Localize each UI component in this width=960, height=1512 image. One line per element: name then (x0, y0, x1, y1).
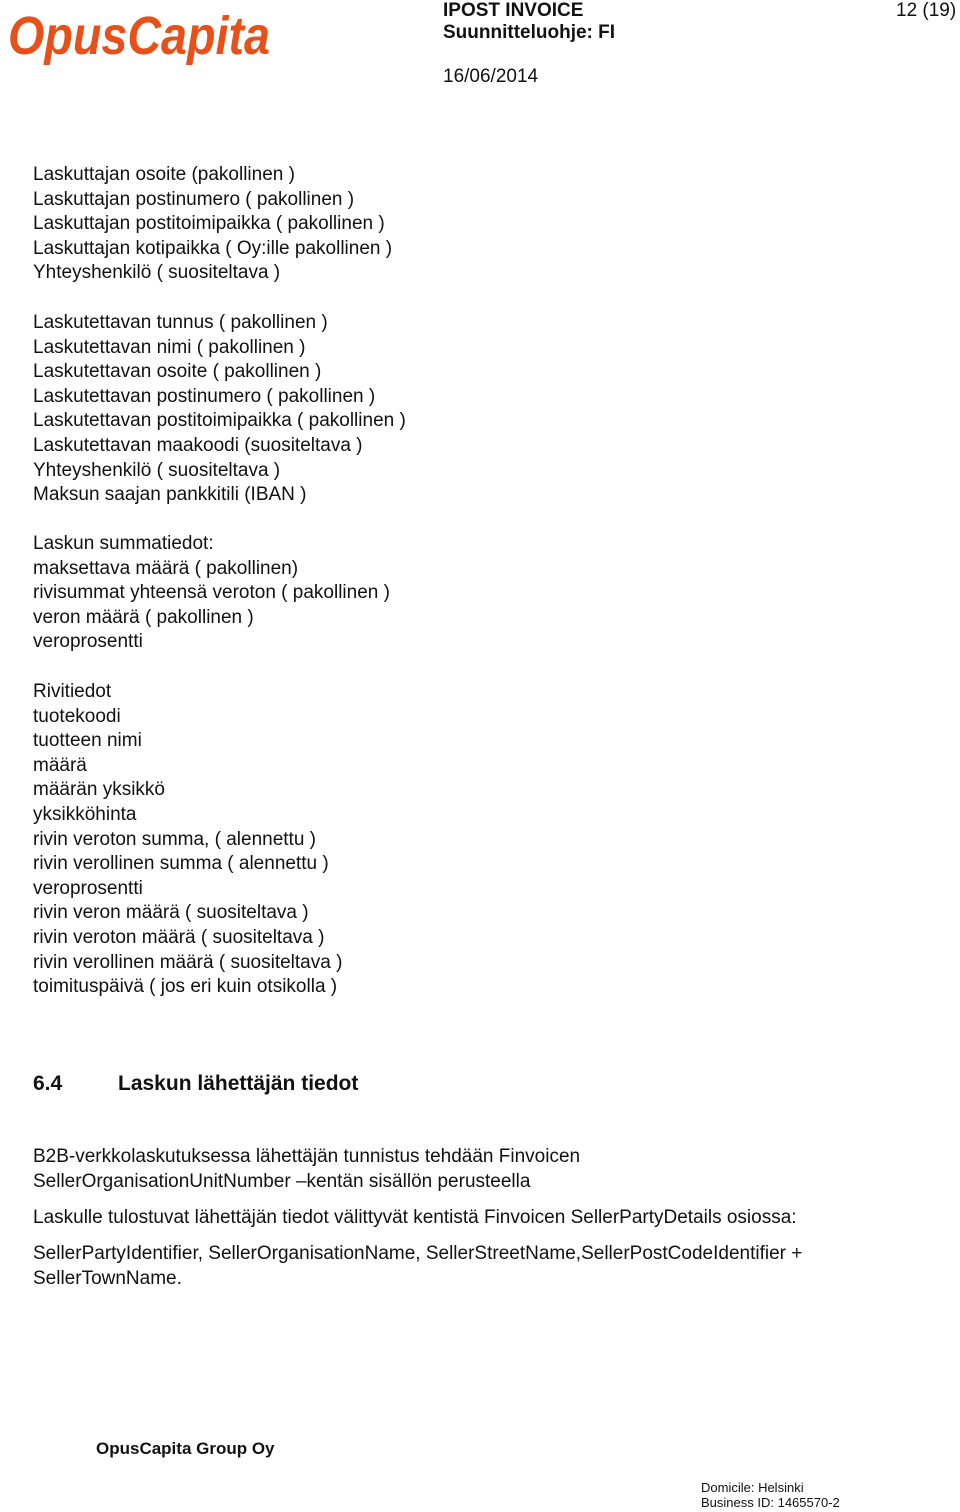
page-number: 12 (19) (896, 0, 957, 21)
paragraph-line: Laskulle tulostuvat lähettäjän tiedot välittyvät kentistä Finvoicen SellerPartyDetails osiossa: (33, 1207, 797, 1228)
list-item: Yhteyshenkilö ( suositeltava ) (33, 459, 281, 481)
list-item: maksettava määrä ( pakollinen) (33, 557, 299, 579)
paragraph-line: SellerTownName. (33, 1267, 182, 1289)
paragraph-field-list (33, 1242, 933, 1291)
list-item: Laskutettavan postitoimipaikka ( pakollinen ) (33, 410, 406, 432)
list-item: Laskuttajan postitoimipaikka ( pakollinen ) (33, 213, 385, 235)
paragraph-line: SellerPartyIdentifier, SellerOrganisationName, SellerStreetName,SellerPostCodeIdentifier + (33, 1243, 803, 1264)
list-item: veron määrä ( pakollinen ) (33, 606, 254, 628)
list-item: rivin veroton määrä ( suositeltava ) (33, 926, 325, 948)
list-item: Laskutettavan nimi ( pakollinen ) (33, 336, 306, 358)
list-item: määrä (33, 754, 87, 776)
section-title: Laskun lähettäjän tiedot (118, 1072, 359, 1095)
list-item: Laskutettavan tunnus ( pakollinen ) (33, 312, 328, 333)
list-item: rivin verollinen summa ( alennettu ) (33, 853, 329, 875)
footer-domicile: Domicile: Helsinki (701, 1480, 804, 1495)
section-heading (33, 1071, 358, 1097)
seller-fields-list (33, 163, 392, 286)
paragraph-line: B2B-verkkolaskutuksessa lähettäjän tunnistus tehdään Finvoicen (33, 1146, 581, 1167)
list-item: rivin veron määrä ( suositeltava ) (33, 902, 309, 924)
list-item: yksikköhinta (33, 803, 137, 825)
list-item: tuotteen nimi (33, 730, 142, 752)
footer-business-id: Business ID: 1465570-2 (701, 1495, 840, 1510)
list-item: Laskutettavan osoite ( pakollinen ) (33, 361, 322, 383)
list-item: Laskuttajan postinumero ( pakollinen ) (33, 188, 355, 210)
list-item: Rivitiedot (33, 681, 112, 702)
list-item: Laskutettavan postinumero ( pakollinen ) (33, 385, 376, 407)
document-subtitle: Suunnitteluohje: FI (443, 22, 616, 43)
list-item: toimituspäivä ( jos eri kuin otsikolla ) (33, 976, 338, 998)
list-item: Laskuttajan osoite (pakollinen ) (33, 164, 295, 185)
paragraph-line: SellerOrganisationUnitNumber –kentän sisällön perusteella (33, 1170, 531, 1192)
list-item: rivin verollinen määrä ( suositeltava ) (33, 951, 343, 973)
section-number: 6.4 (33, 1072, 63, 1095)
list-item: Laskutettavan maakoodi (suositeltava ) (33, 434, 363, 456)
list-item: veroprosentti (33, 877, 143, 899)
buyer-fields-list (33, 311, 406, 508)
document-title: IPOST INVOICE (443, 0, 584, 21)
list-item: määrän yksikkö (33, 779, 165, 801)
paragraph-seller-details (33, 1206, 933, 1231)
paragraph-identification (33, 1145, 933, 1194)
svg-text:OpusCapita: OpusCapita (8, 6, 270, 66)
list-item: Laskuttajan kotipaikka ( Oy:ille pakollinen ) (33, 237, 393, 259)
list-item: rivin veroton summa, ( alennettu ) (33, 828, 317, 850)
footer-company-name: OpusCapita Group Oy (96, 1439, 275, 1458)
list-item: rivisummat yhteensä veroton ( pakollinen ) (33, 582, 390, 604)
opuscapita-logo (8, 4, 276, 64)
document-date: 16/06/2014 (443, 66, 539, 87)
totals-fields-list (33, 532, 390, 655)
row-fields-list (33, 680, 342, 1000)
list-item: tuotekoodi (33, 705, 121, 727)
list-item: Maksun saajan pankkitili (IBAN ) (33, 484, 307, 506)
list-item: Laskun summatiedot: (33, 533, 214, 554)
list-item: Yhteyshenkilö ( suositeltava ) (33, 262, 281, 284)
list-item: veroprosentti (33, 631, 143, 653)
